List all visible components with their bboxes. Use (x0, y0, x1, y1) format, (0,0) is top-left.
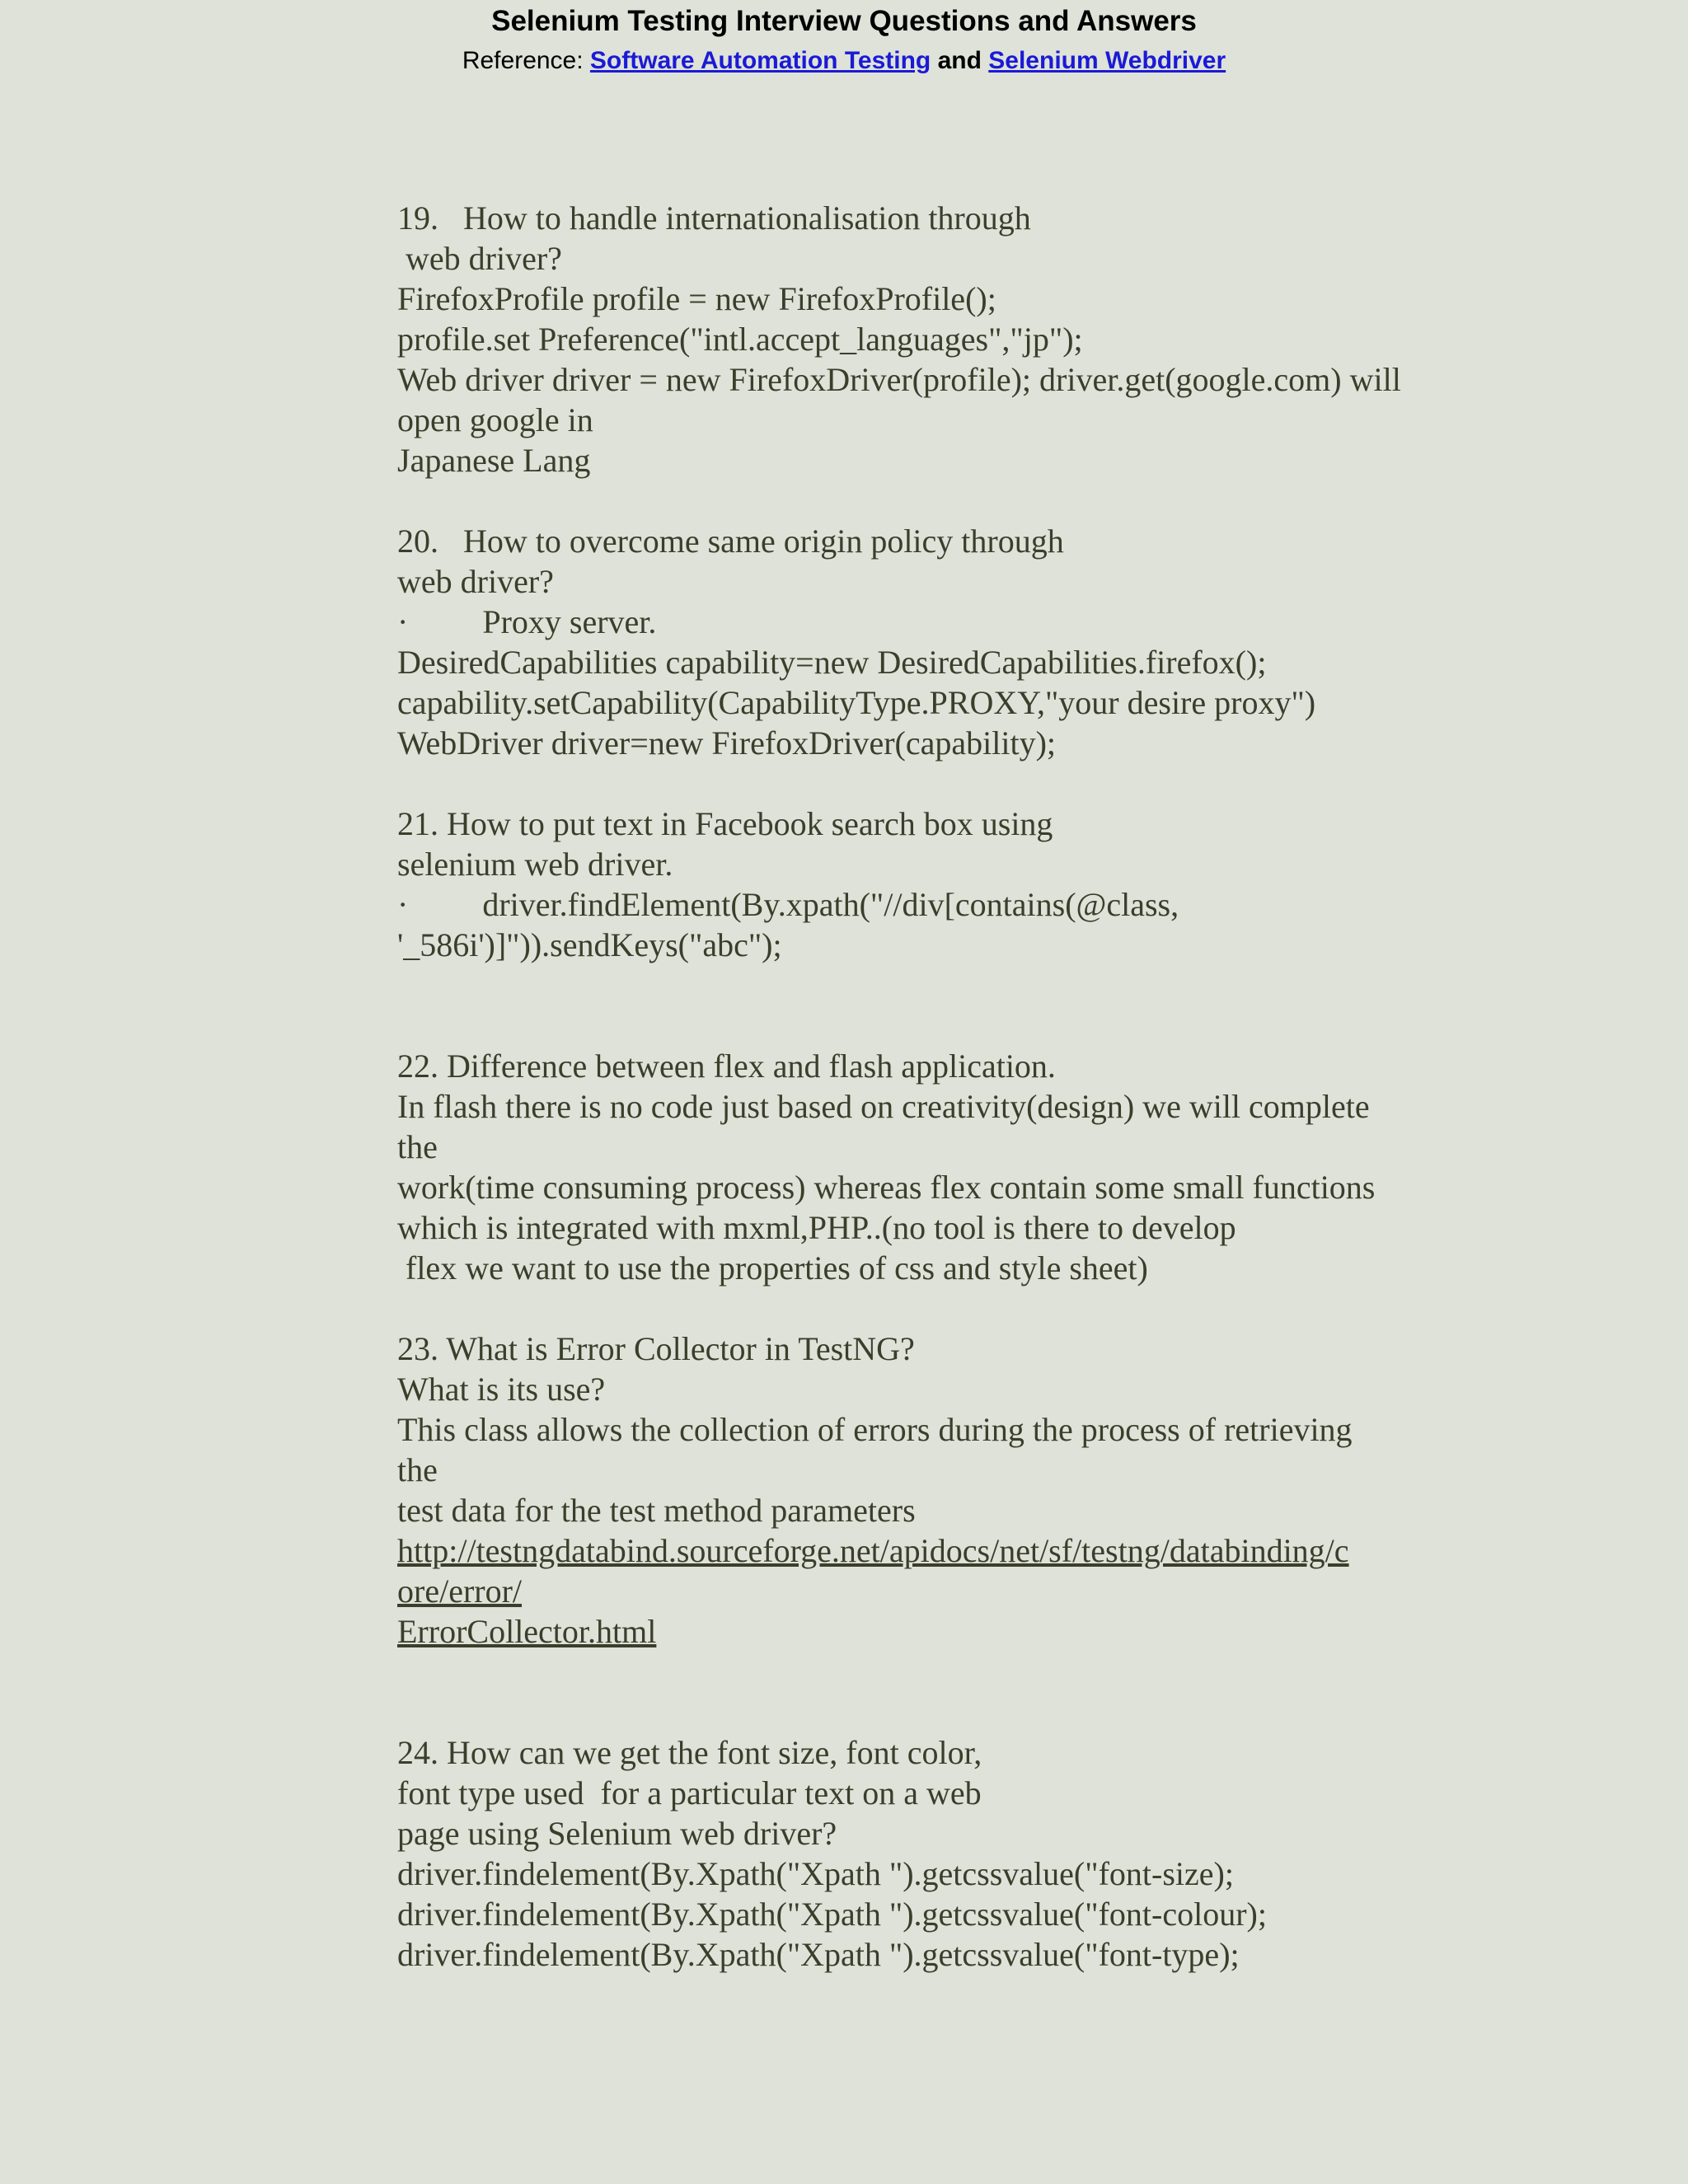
question-24-heading: 24. How can we get the font size, font color, (397, 1734, 982, 1771)
question-20-heading: 20. How to overcome same origin policy through (397, 523, 1064, 560)
answer-bullet: · Proxy server. (397, 603, 657, 640)
answer-line: driver.findelement(By.Xpath("Xpath ").getcssvalue("font-type); (397, 1936, 1240, 1973)
software-automation-testing-link[interactable]: Software Automation Testing (589, 47, 931, 74)
question-24 (397, 1732, 1502, 1975)
reference-label: Reference: (462, 47, 590, 74)
answer-line: In flash there is no code just based on creativity(design) we will complete (397, 1088, 1370, 1125)
error-collector-doc-link[interactable]: http://testngdatabind.sourceforge.net/apidocs/net/sf/testng/databinding/c (397, 1532, 1349, 1569)
answer-line: the (397, 1128, 438, 1165)
question-23 (397, 1329, 1502, 1652)
question-24-heading-cont: font type used for a particular text on a web (397, 1774, 982, 1811)
reference-and: and (931, 47, 989, 74)
question-21 (397, 804, 1502, 965)
question-24-heading-end: page using Selenium web driver? (397, 1815, 837, 1852)
answer-line: DesiredCapabilities capability=new DesiredCapabilities.firefox(); (397, 644, 1267, 681)
question-19 (397, 198, 1502, 480)
answer-line: Japanese Lang (397, 442, 591, 479)
selenium-webdriver-link[interactable]: Selenium Webdriver (988, 47, 1226, 74)
answer-line: test data for the test method parameters (397, 1492, 916, 1529)
answer-line: the (397, 1451, 438, 1488)
answer-line: open google in (397, 401, 593, 438)
answer-line: flex we want to use the properties of css and style sheet) (397, 1249, 1148, 1286)
question-22-heading: 22. Difference between flex and flash application. (397, 1047, 1056, 1085)
question-23-heading: 23. What is Error Collector in TestNG? (397, 1330, 915, 1367)
answer-line: Web driver driver = new FirefoxDriver(profile); driver.get(google.com) will (397, 361, 1401, 398)
error-collector-doc-link-end[interactable]: ErrorCollector.html (397, 1613, 657, 1650)
answer-line: profile.set Preference("intl.accept_languages","jp"); (397, 321, 1083, 358)
question-19-heading: 19. How to handle internationalisation through (397, 199, 1031, 237)
answer-line: which is integrated with mxml,PHP..(no tool is there to develop (397, 1209, 1236, 1246)
answer-line: FirefoxProfile profile = new FirefoxProfile(); (397, 280, 996, 317)
error-collector-doc-link-cont[interactable]: ore/error/ (397, 1572, 523, 1610)
question-21-heading-cont: selenium web driver. (397, 846, 673, 883)
page-title: Selenium Testing Interview Questions and Answers (491, 5, 1197, 37)
question-23-heading-cont: What is its use? (397, 1371, 606, 1408)
document-body (397, 198, 1502, 1975)
question-20-heading-cont: web driver? (397, 563, 554, 600)
answer-line: driver.findelement(By.Xpath("Xpath ").getcssvalue("font-colour); (397, 1896, 1267, 1933)
question-22 (397, 1046, 1502, 1288)
page-header (0, 0, 1688, 76)
answer-bullet: · driver.findElement(By.xpath("//div[contains(@class, (397, 886, 1179, 923)
answer-line: work(time consuming process) whereas flex contain some small functions (397, 1169, 1376, 1206)
answer-line: This class allows the collection of errors during the process of retrieving (397, 1411, 1353, 1448)
reference-line (0, 46, 1688, 76)
answer-line: WebDriver driver=new FirefoxDriver(capability); (397, 724, 1057, 762)
answer-line: capability.setCapability(CapabilityType.PROXY,"your desire proxy") (397, 684, 1316, 721)
answer-line: '_586i')]")).sendKeys("abc"); (397, 926, 782, 963)
question-19-heading-cont: web driver? (397, 240, 562, 277)
answer-line: driver.findelement(By.Xpath("Xpath ").getcssvalue("font-size); (397, 1855, 1234, 1892)
question-21-heading: 21. How to put text in Facebook search box using (397, 805, 1053, 842)
question-20 (397, 521, 1502, 763)
